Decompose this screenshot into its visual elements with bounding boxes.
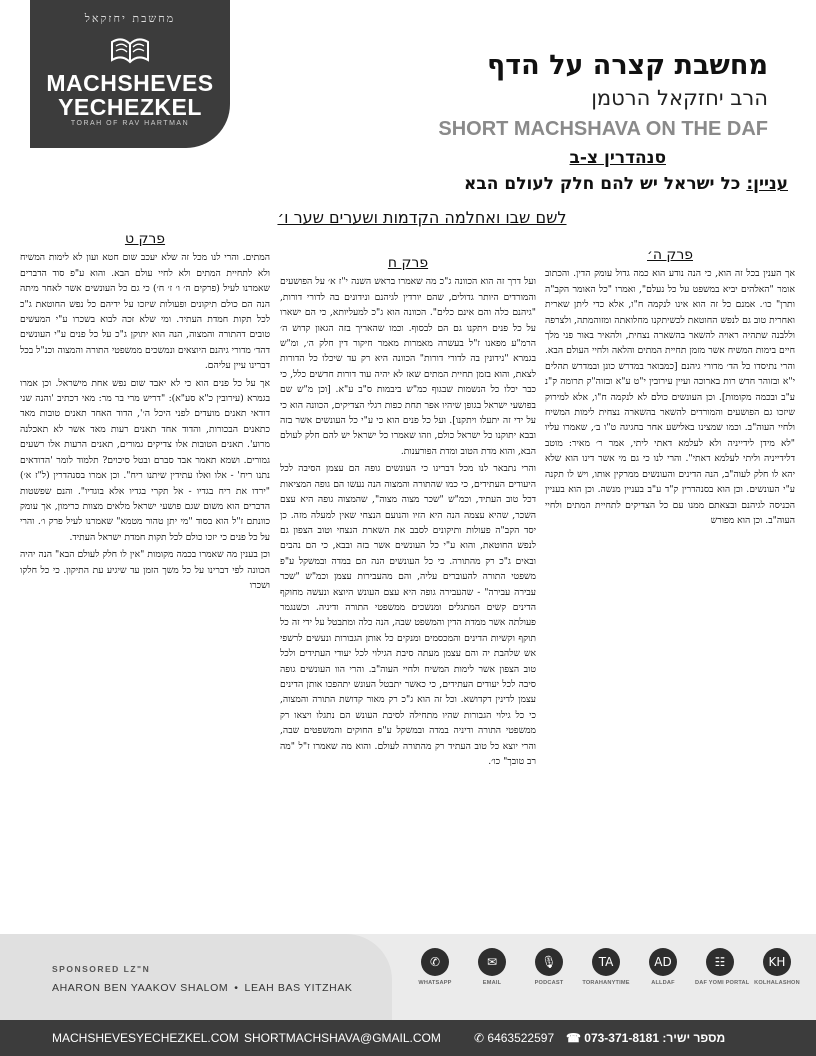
torahanytime-icon: TA	[592, 948, 620, 976]
page-title: מחשבת קצרה על הדף	[487, 50, 768, 81]
english-title: SHORT MACHSHAVA ON THE DAF	[438, 118, 768, 140]
sponsor-label: SPONSORED LZ"N	[52, 964, 151, 974]
topic-label: עניין:	[746, 174, 788, 194]
sponsor-names	[52, 982, 353, 994]
paragraph: אך על כל פנים הוא כי לא יאבד שום נפש אחת מישראל. וכן אמרו בגמרא (עירובין כ"א סע"א): "דריש מרי בר מר: מאי דכתיב 'והנה שני דודאי תאנים מועדים לפני היכל ה׳', הדוד האחד תאנים טובות מאד כתאנים הבכורות, והדוד אחד תאנים רעות מאד אשר לא תאכלנה מרוע'. תאנים הטובות אלו צדיקים גמורים, תאנים הרעות אלו רשעים גמורים. ושמא תאמר אבד סברם ובטל סיכוים? תלמוד לומר 'הדודאים נתנו ריח' - אלו ואלו עתידין שיתנו ריח". וכן אמרו בסנהדרין (ל"ז א׳) "ירדו את ריח בגדיו - אל תקרי בגדיו אלא בוגדיו". והנם שפשטות הדברים הוא משום שגם פושעי ישראל מלאים מצוות כרימון, אך עומק כוונתם ז"ל הוא בסוד "מי יתן טהור מטמא" שאמרנו לעיל פרק ו׳. והרי על כל פנים כי יזכו כולם לכל תקות חמדת ישראל העתיד.	[20, 377, 270, 543]
column-right	[545, 248, 795, 948]
rabbi-name: הרב יחזקאל הרטמן	[591, 86, 768, 110]
logo-hebrew: מחשבת יחזקאל	[84, 12, 176, 25]
torahanytime-link[interactable]	[581, 948, 631, 1008]
column-middle	[280, 256, 536, 956]
logo	[30, 0, 230, 148]
logo-line1: MACHSHEVES	[46, 70, 214, 96]
topic-line	[464, 174, 788, 194]
podcast-icon: 🎙	[535, 948, 563, 976]
icon-label: ALLDAF	[651, 980, 675, 986]
column-left	[20, 232, 270, 932]
paragraph: והרי נתבאר לנו מכל דברינו כי העונשים גופה הם עצמן הסיבה לכל היעודים העתידים, כי כמו שהתורה והמצוה הנה נעשו הם גופה המציאות דכל טוב העתיד, וכמ"ש "שכר מצוה מצוה", שהמצוה גופה היא עצם השכר, שהיא עצמה הנה היא הזיו והנועם הנצחי שאין למעלה מזה. כן יסד הקב"ה פעולות ותיקונים לסבב את השארת הנצחי וטוב הצפון גם לנפש החוטאת, והוא ע"י כל העונשים אשר בזה ובבא, כי הם נהבים ובאים ג"כ רק מהתורה. כי כל העונשים הנה הם במדה ובמשקל ע"פ משפטי התורה להעוברים עליה, והם מהעבירות עצמן וכמ"ש "שכר עבירה עבירה" - שהעבירה גופה היא עצם העונש היוצא ונעשה מחוקף הדינים קשים המתגלים ומנשכים ממשפטי התורה ודיניה. וכשנגמר פעולתה אשר ממדת הדין והמשפט שבה, הנה כלה ומתבטל על ידי זה כל תוקף וקשיות הדינים והמכסמים ומנקים כל אותן הגבורות ונעשים לרשפי אש שלהבת יה והם עצמן מעתה סיבת הגילוי לכל יעודי העתידים ולכל טוב הצפון אשר לימות המשיח ולחיי העוה"ב. והרי הוו העונשים גופה סיבה לכל יעודים העתידים, כי כאשר יתבטל העונש יתהפכו אותן הדינים עצמן לדינין דקדושא. וכל זה הוא ג"כ רק מאור קדושת התורה והמצוה, כי כל גילוי הגבורות שהיו מתחילה לסיבת העונש הם נתגלו ויצאו רק ממשפטי התורה ודיניה במדה ובמשקל ע"פ החוקים והמשפטים שבה, והרי יוצא כל טוב העתיד רק מהתורה לעולם. והוא מה שאמרו ז"ל "מה רב טובך" כו׳.	[280, 463, 536, 767]
sponsor-name: AHARON BEN YAAKOV SHALOM	[52, 982, 229, 994]
contact-bar	[0, 1020, 816, 1056]
column-heading: פרק ט	[124, 232, 166, 247]
column-heading: פרק ה׳	[647, 248, 693, 263]
logo-line2: YECHEZKEL	[58, 94, 202, 120]
separator: •	[234, 982, 239, 994]
icon-label: TORAHANYTIME	[582, 980, 630, 986]
contact-icons	[410, 948, 802, 1008]
paragraph: המתים. והרי לנו מכל זה שלא יעכב שום חטא ועון לא לימות המשיח ולא לתחיית המתים ולא לחיי עולם הבא. והוא ע"פ סוד הדברים שאמרנו לעיל (פרקים ה׳ ו׳ ז׳ ח׳) כי גם כל העונשים אשר לאחר מיתה הנה הם כולם תיקונים ופעולות שיזכו על ידיהם כל נפש החוטאת ג"כ לכל תקות חמדת העתיד. ומי שלא זכה לבוא בשכרו ע"י המעשים טובים דהתורה והמצוה, הנה הוא יתוקן ג"כ על כל פנים ע"י העונשים דהד׳ מדורי גיהנם היוצאים ונמשכים ממשפטי התורה והמצוה וכנ"ל בכל דברינו עיין עליהם.	[20, 252, 270, 372]
icon-label: EMAIL	[482, 980, 502, 986]
sponsor-panel	[0, 934, 392, 1020]
paragraph: ועל דרך זה הוא הכוונה ג"כ מה שאמרו בראש השנה י"ז א׳ על הפושעים והמורדים היותר גדולים, שהם יורדין לגיהנם ונידונים בה לדורי דורות, "גיהנם כלה והם אינם כלים". הכוונה הוא ג"כ למעליותא, כי הם ישארו על כל פנים ויתקנו גם הם לבסוף. וכמו שהאריך בזה הגאון קדוש ה׳ הרמ"ע מפאנו ז"ל בעשרה מאמרות מאמר חיקור דין חלק ה׳, ומ"ש בגמרא "נידונין בה לדורי דורות" הכוונה היא רק עד שיכלו כל הדורות לצאת, והוא בזמן תחיית המתים שאז לא יהיה עוד דורות חדשים כלל, כי כבר יכלו כל הנשמות שבגוף כמ"ש ביבמות ס"ב ע"א. [וכן מ"ש שם בפושעי ישראל בגופן שיהיו אפר תחת כפות רגלי הצדיקים, הכוונה הוא כי על ידי זה יתעלו ויתקנו]. ועל כל פנים הוא כי ע"י כל העונשים אשר בזה ובבא יתוקנו כל ישראל כולם, וזהו שאמרו כל ישראל יש להם חלק לעולם הבא, והוא מדת הטוב ומדת הפורענות.	[280, 276, 536, 457]
email-icon: ✉	[478, 948, 506, 976]
logo-tagline: TORAH OF RAV HARTMAN	[70, 120, 190, 127]
alldaf-link[interactable]	[638, 948, 688, 1008]
alldaf-icon: AD	[649, 948, 677, 976]
podcast-link[interactable]	[524, 948, 574, 1008]
column-heading: פרק ח	[387, 256, 429, 271]
whatsapp-link[interactable]	[410, 948, 460, 1008]
footer	[0, 934, 816, 1020]
kolhalashon-icon: KH	[763, 948, 791, 976]
icon-label: PODCAST	[534, 980, 564, 986]
open-book-icon	[108, 32, 152, 66]
email-link-text[interactable]: SHORTMACHSHAVA@GMAIL.COM	[244, 1031, 441, 1045]
paragraph: אך הענין בכל זה הוא, כי הנה נודע הוא כמה גדול עומק הדין. והכתוב אומר "האלהים יביא במשפט על כל נעלם", ואמרו "כל האומר הקב"ה ותרן" כו׳. אמנם כל זה הוא אינו לנקמה ח"ו, אלא כדי ליתן שארית ואחרית טוב גם לנפש החוטאת לכשיתקנו מחלואתה ומזוהמתה, ולצרפה וללבנה שתהיה ראויה להשאר בהשארה נצחית, ולהאיר באור פני מלך חיים בימות המשיח אשר מזמן תחיית המתים והלאה ולחיי העולם הבא. והרי נתיסדו כל הד׳ מדורי גיהנם [כמבואר במדרש כונן ובמדרש תהלים י"א ובזוהר חדש רות בארוכה ועיין עירובין י"ט ע"א ובזוה"ק תרומה ק"נ ע"ב ובכמה מקומות]. וכן העונשים כולם לא לנקמה ח"ו, אלא למירוק שיזכו גם הפושעים והמורדים להשאר בהשארה נצחית לימות המשיח ולחיי העוה"ב. וכמו שמצינו באלישע אחר בחגיגה ט"ו ב׳, שאמרו עליו "לא מידן לידייניה ולא לעלמא דאתי ליתי, אמר ר׳ מאיר: מוטב דלידייניה וליתי לעלמא דאתי". והרי לנו כי גם מי אשר דינו הוא שלא יהא לו חלק לעוה"ב, הנה הדינים והעונשים ממרקין אותו, ויש לו תקנה ע"י העונשים. וכן הוא בסנהדרין ק"ד ע"ב בעניין מנשה. וכן הוא בעניין הכניסה לגיהנם ובצאתם ממנו עם כל הצדיקים לתחיית המתים ולחיי העוה"ב. וכן הוא מפורש	[545, 268, 795, 526]
whatsapp-number[interactable]: ✆ 6463522597	[474, 1031, 555, 1045]
whatsapp-icon: ✆	[421, 948, 449, 976]
website-link[interactable]: MACHSHEVESYECHEZKEL.COM	[52, 1031, 239, 1045]
topic-text: כל ישראל יש להם חלק לעולם הבא	[464, 174, 741, 194]
icon-label: KOLHALASHON	[754, 980, 800, 986]
paragraph: וכן בענין מה שאמרו בכמה מקומות "אין לו חלק לעולם הבא" הנה יהיה הכוונה לפי דברינו על כל משך הזמן עד שיגיע עת התיקון. כי כל חלקו ושכרו	[20, 549, 270, 591]
icon-label: WHATSAPP	[418, 980, 452, 986]
email-link[interactable]	[467, 948, 517, 1008]
section-title: לשם שבו ואחלמה הקדמות ושערים שער ו׳	[277, 208, 567, 227]
sponsor-name: LEAH BAS YITZHAK	[244, 982, 353, 994]
daf-reference: סנהדרין צ-ב	[569, 148, 666, 168]
direct-line[interactable]: מספר ישיר: 073-371-8181 ☎	[566, 1031, 726, 1045]
dafyomi-portal-link[interactable]	[695, 948, 750, 1008]
icon-label: DAF YOMI PORTAL	[695, 980, 750, 986]
kolhalashon-link[interactable]	[752, 948, 802, 1008]
dafyomi-portal-icon: ☷	[706, 948, 734, 976]
